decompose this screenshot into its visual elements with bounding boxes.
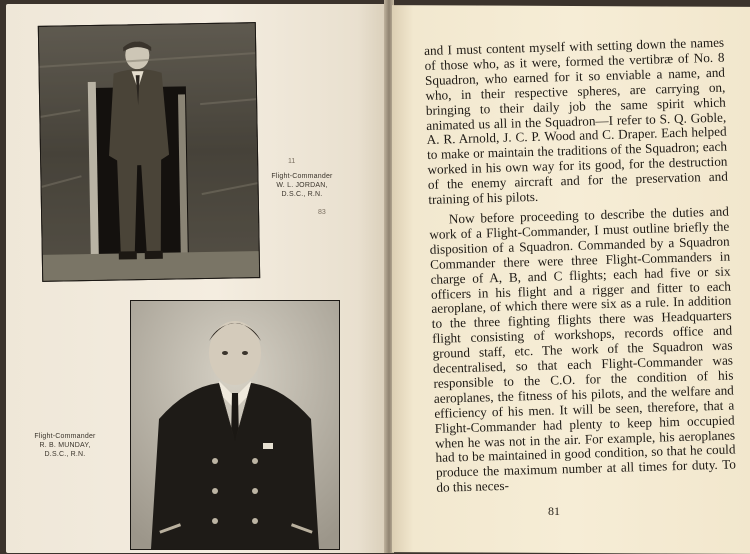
page-number: 81 — [548, 504, 560, 518]
caption-jordan-honours: D.S.C., R.N. — [281, 191, 323, 198]
photo-munday — [130, 300, 340, 550]
photo-jordan — [38, 22, 260, 282]
plate-mark-bottom: 83 — [318, 209, 326, 216]
photo-munday-image — [131, 301, 339, 549]
caption-jordan — [262, 172, 342, 199]
photo-jordan-image — [39, 23, 259, 281]
caption-munday-honours: D.S.C., R.N. — [44, 451, 86, 458]
paragraph-1: and I must content myself with setting down the names of those who, as it were, formed the vertibræ of No. 8 Squadron, who earned for it so enviable a name, and who, in their respective spheres, are carrying on, bringing to their daily job the same spirit which animated us all in the Squadron—I refer to S. Q. Goble, A. R. Arnold, J. C. P. Wood and C. Draper. Each helped to make or maintain the traditions of the Squadron; each worked in his own way for its good, for the destruction of the enemy aircraft and for the preservation and training of his pilots. — [423, 34, 729, 207]
caption-munday-name: R. B. MUNDAY, — [39, 442, 91, 449]
plate-mark-top: 11 — [288, 158, 296, 165]
paragraph-2: Now before proceeding to describe the duties and work of a Flight-Commander, I must outline briefly the disposition of a Squadron. Commanded by a Squadron Commander there were three Flight-Commanders in charge of A, B, and C flights; each had five or six officers in his flight and a rigger and fitter to each aeroplane, of which there were six as a rule. In addition to the three fighting flights there was Headquarters flight consisting of workshops, records office and ground staff, etc. The work of the Squadron was decentralised, so that each Flight-Commander was responsible to the C.O. for the condition of his aeroplanes, the fitness of his pilots, and the welfare and efficiency of his men. It will be seen, therefore, that a Flight-Commander had plenty to keep him occupied when he was not in the air. For example, his aeroplanes had to be maintained in good condition, so that he could produce the maximum number at all times for duty. To do this neces- — [429, 203, 737, 496]
caption-munday-rank: Flight-Commander — [34, 433, 96, 440]
caption-jordan-rank: Flight-Commander — [271, 173, 333, 180]
caption-jordan-name: W. L. JORDAN, — [276, 182, 328, 189]
body-text — [424, 36, 737, 496]
caption-munday — [20, 432, 110, 459]
